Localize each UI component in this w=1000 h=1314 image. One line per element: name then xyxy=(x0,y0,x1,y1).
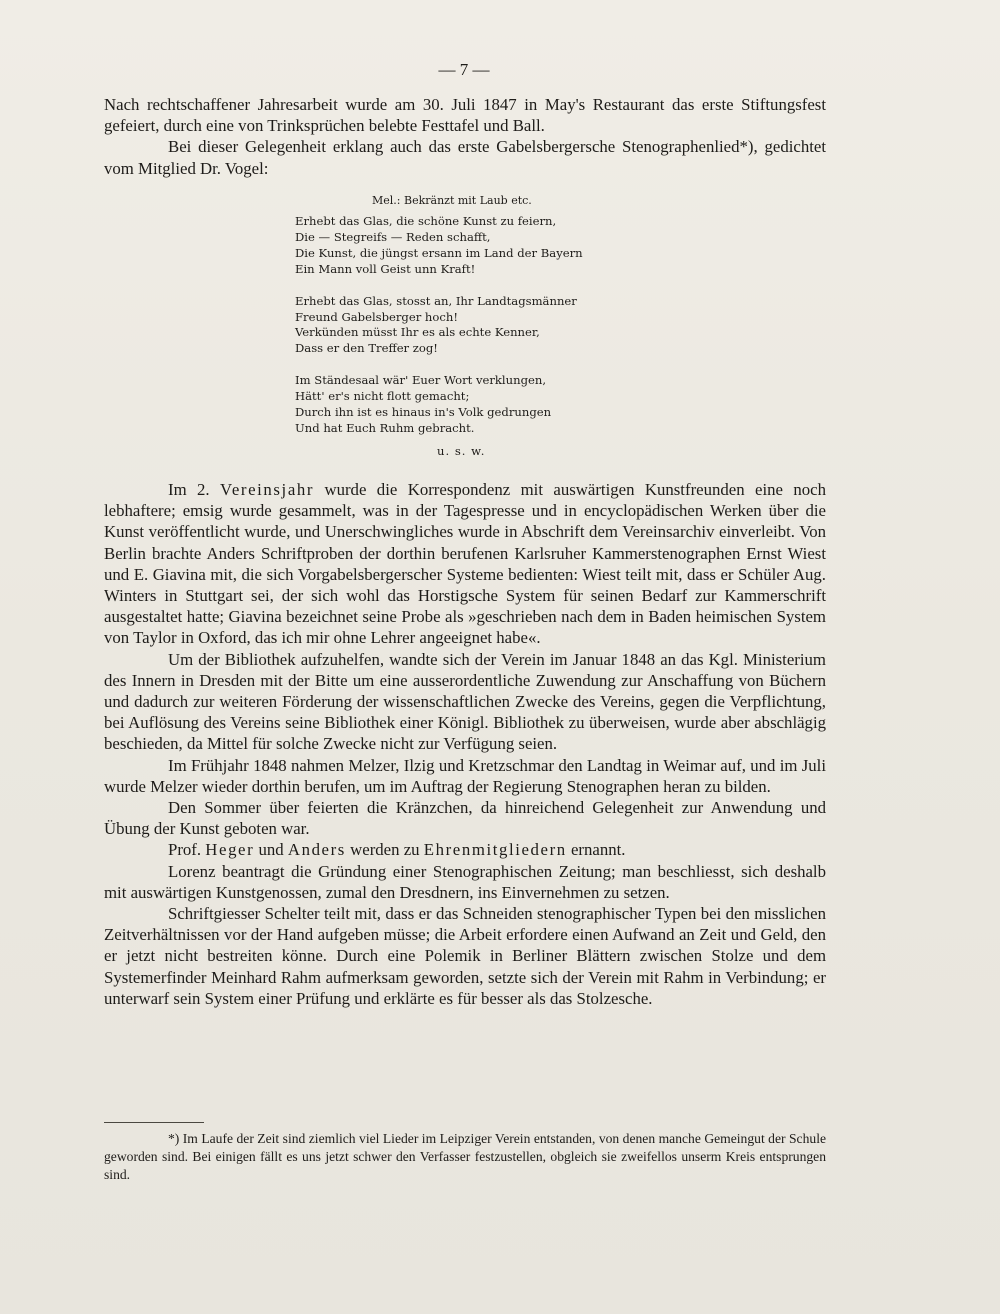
poem-line: Freund Gabelsberger hoch! xyxy=(295,309,459,324)
paragraph-ehrenmitglieder xyxy=(104,839,826,860)
paragraph-schelter: Schriftgiesser Schelter teilt mit, dass er das Schneiden stenographischer Typen bei den misslichen Zeitverhältnissen vor der Hand aufgeben müsse; die Arbeit erfordere einen Aufwand an Zeit und Geld, den er jetzt nicht bestreiten könne. Durch eine Polemik in Berliner Blättern zwischen Stolze und dem Systemerfinder Meinhard Rahm aufmerksam geworden, setzte sich der Verein mit Rahm in Verbindung; er unterwarf sein System einer Prüfung und erklärte es für besser als das Stolzesche. xyxy=(104,904,826,1008)
paragraph-zeitung: Lorenz beantragt die Gründung einer Stenographischen Zeitung; man beschliesst, sich deshalb mit auswärtigen Kunstgenossen, zumal den Dresdnern, ins Einvernehmen zu setzen. xyxy=(104,861,826,902)
footnote-divider xyxy=(104,1122,204,1123)
paragraph-kraenzchen: Den Sommer über feierten die Kränzchen, da hinreichend Gelegenheit zur Anwendung und Übung der Kunst geboten war. xyxy=(104,798,826,839)
poem-line: Die — Stegreifs — Reden schafft, xyxy=(295,229,491,244)
emphasis-anders: Anders xyxy=(287,840,346,860)
text-span: werden zu xyxy=(345,840,424,860)
poem-line: Im Ständesaal wär' Euer Wort verklungen, xyxy=(295,373,547,388)
poem-line: Die Kunst, die jüngst ersann im Land der Bayern xyxy=(295,245,583,260)
poem-line: Dass er den Treffer zog! xyxy=(295,341,438,356)
paragraph-stiftungsfest: Nach rechtschaffener Jahresarbeit wurde am 30. Juli 1847 in May's Restaurant das erste Stiftungsfest gefeiert, durch eine von Trinksprüchen belebte Festtafel und Ball. xyxy=(104,95,826,136)
paragraph-vereinsjahr xyxy=(104,479,826,649)
poem-line: Und hat Euch Ruhm gebracht. xyxy=(295,420,475,435)
poem-ending: u. s. w. xyxy=(437,444,486,458)
poem-line: Verkünden müsst Ihr es als echte Kenner, xyxy=(295,325,540,340)
poem-line: Ein Mann voll Geist unn Kraft! xyxy=(295,261,476,276)
opening-text xyxy=(104,94,826,179)
poem-line: Erhebt das Glas, stosst an, Ihr Landtagsmänner xyxy=(295,293,577,308)
poem-line: Durch ihn ist es hinaus in's Volk gedrungen xyxy=(295,405,552,420)
text-span: und xyxy=(254,840,288,860)
poem-stanza-2 xyxy=(295,294,695,358)
poem-stanza-1 xyxy=(295,214,695,278)
footnote xyxy=(104,1130,826,1183)
main-text xyxy=(104,479,826,1009)
poem xyxy=(295,214,695,453)
emphasis-heger: Heger xyxy=(205,840,255,860)
poem-line: Erhebt das Glas, die schöne Kunst zu feiern, xyxy=(295,214,557,228)
page-number: — 7 — xyxy=(438,60,490,79)
paragraph-stenographenlied: Bei dieser Gelegenheit erklang auch das erste Gabelsbergersche Stenographenlied*), gedichtet vom Mitglied Dr. Vogel: xyxy=(104,137,826,178)
text-span: wurde die Korrespondenz mit auswärtigen Kunstfreunden eine noch lebhaftere; emsig wurde gesammelt, was in der Tagespresse und in encyclopädischen Werken über die Kunst veröffentlicht wurde, und Unerschwingliches wurde in Abschrift dem Vereinsarchiv einverleibt. Von Berlin brachte Anders Schriftproben der dorthin berufenen Karlsruher Kammerstenographen Ernst Wiest und E. Giavina mit, die sich Vorgabelsbergerscher Systeme bedienten: Wiest teilt mit, dass er Schüler Aug. Winters in Stuttgart sei, der sich wohl das Horstigsche System für seinen Bedarf zur Kammerschrift ausgestaltet hatte; Giavina bezeichnet seine Probe als »geschrieben nach dem in Baden heimischen System von Taylor in Oxford, das ich mir ohne Lehrer angeeignet habe«. xyxy=(104,480,826,648)
poem-stanza-3 xyxy=(295,373,695,437)
text-span: Im 2. xyxy=(168,480,221,499)
footnote-text: *) Im Laufe der Zeit sind ziemlich viel Lieder im Leipziger Verein entstanden, von denen manche Gemeingut der Schule geworden sind. Bei einigen fällt es uns jetzt schwer den Verfasser festzustellen, obgleich sie zweifellos unserm Kreis entsprungen sind. xyxy=(104,1131,826,1182)
poem-melody-note: Mel.: Bekränzt mit Laub etc. xyxy=(372,194,532,207)
paragraph-bibliothek: Um der Bibliothek aufzuhelfen, wandte sich der Verein im Januar 1848 an das Kgl. Ministerium des Innern in Dresden mit der Bitte um eine ausserordentliche Zuwendung zur Anschaffung von Büchern und dadurch zur weiteren Förderung der wissenschaftlichen Zwecke des Vereins, gegen die Verpflichtung, bei Auflösung des Vereins seine Bibliothek einer Königl. Bibliothek zu überweisen, wurde aber abschlägig beschieden, da Mittel für solche Zwecke nicht zur Verfügung seien. xyxy=(104,649,826,754)
emphasis-ehrenmitgliedern: Ehrenmitgliedern xyxy=(423,840,567,860)
text-span: ernannt. xyxy=(566,840,626,860)
text-span: Prof. xyxy=(168,840,206,860)
poem-line: Hätt' er's nicht flott gemacht; xyxy=(295,389,470,404)
paragraph-landtag: Im Frühjahr 1848 nahmen Melzer, Ilzig und Kretzschmar den Landtag in Weimar auf, und im Juli wurde Melzer wieder dorthin berufen, um im Auftrag der Regierung Stenographen heran zu bilden. xyxy=(104,755,826,796)
emphasis-vereinsjahr: Vereinsjahr xyxy=(220,480,315,499)
